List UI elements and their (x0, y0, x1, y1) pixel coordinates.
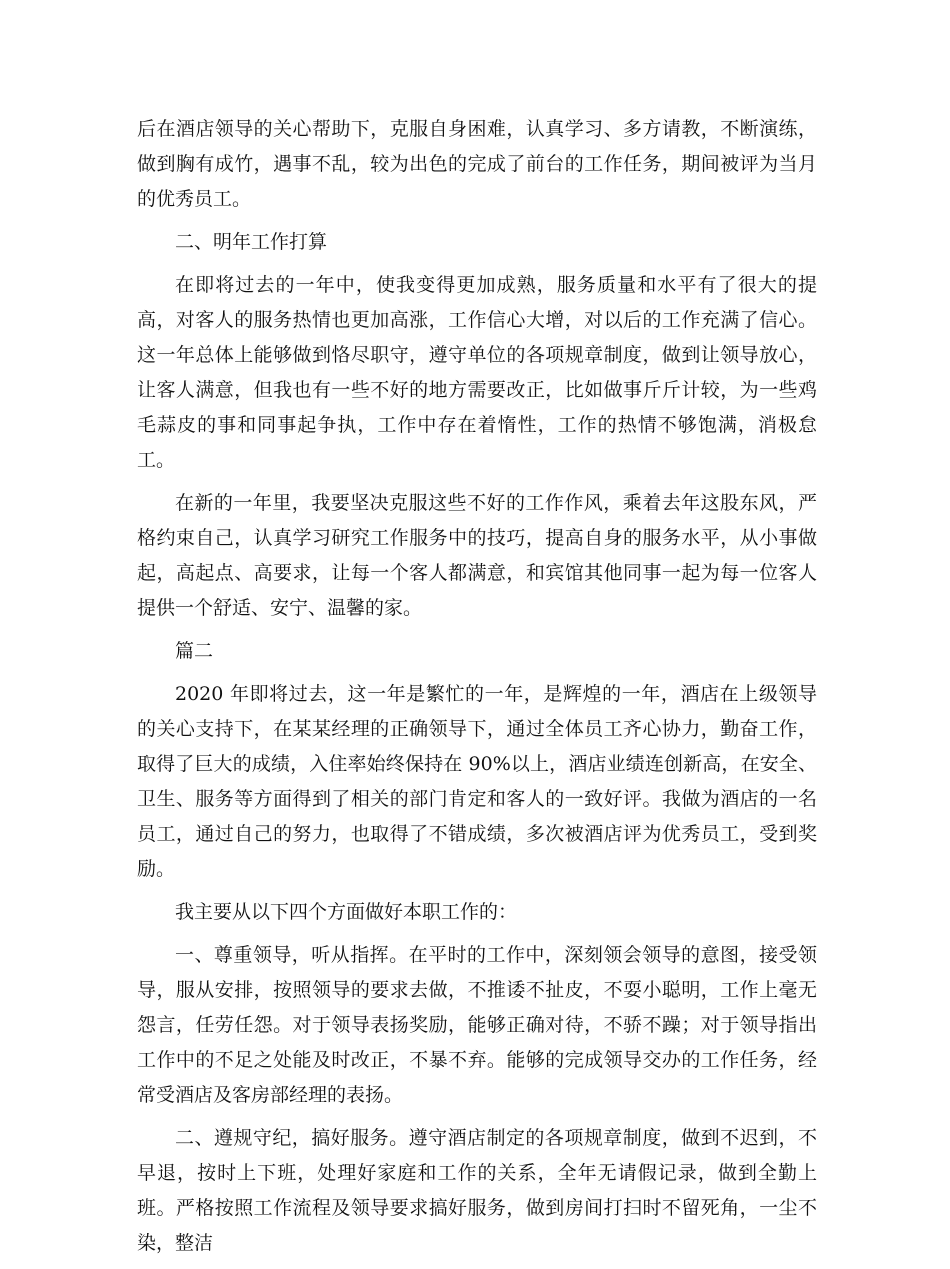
paragraph: 在新的一年里，我要坚决克服这些不好的工作作风，乘着去年这股东风，严格约束自己，认真学习研究工作服务中的技巧，提高自身的服务水平，从小事做起，高起点、高要求，让每一个客人都满意，和宾馆其他同事一起为每一位客人提供一个舒适、安宁、温馨的家。 (137, 492, 817, 619)
section-heading-part-two: 篇二 (175, 640, 214, 662)
paragraph: 2020 年即将过去，这一年是繁忙的一年，是辉煌的一年，酒店在上级领导的关心支持下，在某某经理的正确领导下，通过全体员工齐心协力，勤奋工作，取得了巨大的成绩，入住率始终保持在 90%以上，酒店业绩连创新高，在安全、卫生、服务等方面得到了相关的部门肯定和客人的一致好评。我做为酒店的一名员工，通过自己的努力，也取得了不错成绩，多次被酒店评为优秀员工，受到奖励。 (137, 683, 817, 880)
paragraph: 一、尊重领导，听从指挥。在平时的工作中，深刻领会领导的意图，接受领导，服从安排，按照领导的要求去做，不推诿不扯皮，不耍小聪明，工作上毫无怨言，任劳任怨。对于领导表扬奖励，能够正确对待，不骄不躁；对于领导指出工作中的不足之处能及时改正，不暴不弃。能够的完成领导交办的工作任务，经常受酒店及客房部经理的表扬。 (137, 944, 817, 1106)
paragraph: 二、遵规守纪，搞好服务。遵守酒店制定的各项规章制度，做到不迟到，不早退，按时上下班，处理好家庭和工作的关系，全年无请假记录，做到全勤上班。严格按照工作流程及领导要求搞好服务，做到房间打扫时不留死角，一尘不染，整洁 (137, 1127, 817, 1254)
paragraph: 我主要从以下四个方面做好本职工作的： (175, 901, 518, 923)
paragraph: 在即将过去的一年中，使我变得更加成熟，服务质量和水平有了很大的提高，对客人的服务热情也更加高涨，工作信心大增，对以后的工作充满了信心。这一年总体上能够做到恪尽职守，遵守单位的各项规章制度，做到让领导放心，让客人满意，但我也有一些不好的地方需要改正，比如做事斤斤计较，为一些鸡毛蒜皮的事和同事起争执，工作中存在着惰性，工作的热情不够饱满，消极怠工。 (137, 274, 817, 471)
paragraph-continuation: 后在酒店领导的关心帮助下，克服自身困难，认真学习、多方请教，不断演练，做到胸有成竹，遇事不乱，较为出色的完成了前台的工作任务，期间被评为当月的优秀员工。 (137, 118, 817, 210)
section-heading-next-year-plan: 二、明年工作打算 (175, 231, 328, 253)
document-body (137, 112, 817, 1269)
